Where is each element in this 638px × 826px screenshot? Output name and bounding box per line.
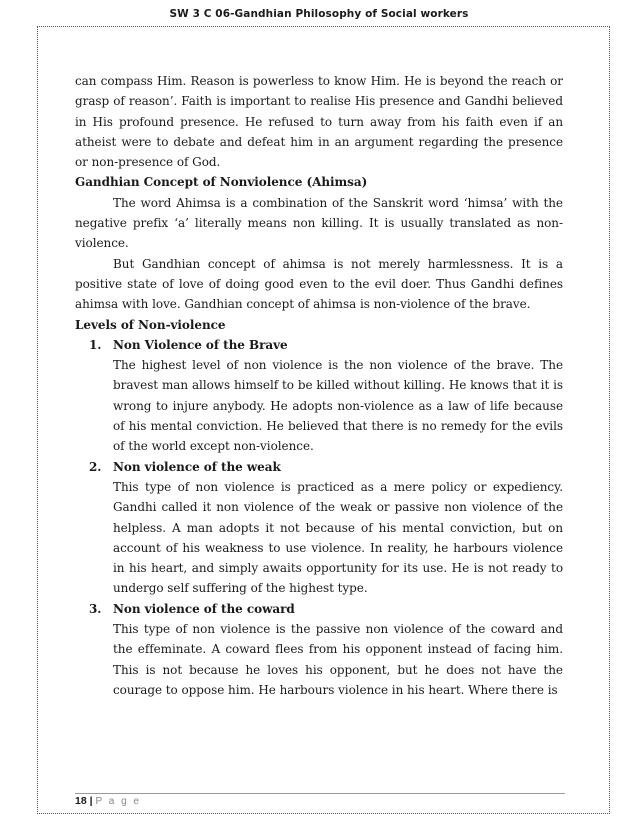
list-title-text: Non violence of the weak <box>113 459 281 474</box>
levels-heading: Levels of Non-violence <box>75 317 226 332</box>
footer-separator: | <box>89 795 93 807</box>
list-item <box>89 457 563 599</box>
list-item <box>89 599 563 700</box>
list-number: 3. <box>89 601 102 616</box>
page-content <box>75 71 563 700</box>
list-item-title <box>89 457 563 477</box>
list-number: 2. <box>89 459 102 474</box>
list-item-text: This type of non violence is practiced as a mere policy or expediency. Gandhi called it non violence of the weak or passive non violence of the helpless. A man adopts it not because of his mental conviction, but on account of his weakness to use violence. In reality, he harbours violence in his heart, and simply awaits opportunity for its use. He is not ready to undergo self suffering of the highest type. <box>113 479 563 596</box>
list-title-text: Non violence of the coward <box>113 601 295 616</box>
list-item-text: The highest level of non violence is the non violence of the brave. The bravest man allows himself to be killed without killing. He knows that it is wrong to injure anybody. He adopts non-violence as a law of life because of his mental conviction. He believed that there is no remedy for the evils of the world except non-violence. <box>113 358 563 454</box>
page-number: 18 <box>75 795 87 807</box>
list-title-text: Non Violence of the Brave <box>113 337 288 352</box>
running-header: SW 3 C 06-Gandhian Philosophy of Social workers <box>169 8 469 20</box>
list-item-title <box>89 599 563 619</box>
list-item-title <box>89 335 563 355</box>
section-heading: Gandhian Concept of Nonviolence (Ahimsa) <box>75 175 368 190</box>
page-label: P a g e <box>95 796 141 807</box>
paragraph: The word Ahimsa is a combination of the Sanskrit word ‘himsa’ with the negative prefix ‘a’ literally means non killing. It is usually translated as non-violence. <box>75 195 563 251</box>
list-number: 1. <box>89 337 102 352</box>
list-item-text: This type of non violence is the passive non violence of the coward and the effeminate. A coward flees from his opponent instead of facing him. This is not because he loves his opponent, but he does not have the courage to oppose him. He harbours violence in his heart. Where there is <box>113 622 563 697</box>
list-item <box>89 335 563 457</box>
page-footer <box>75 793 565 807</box>
paragraph: But Gandhian concept of ahimsa is not merely harmlessness. It is a positive state of love of doing good even to the evil doer. Thus Gandhi defines ahimsa with love. Gandhian concept of ahimsa is non-violence of the brave. <box>75 256 563 312</box>
intro-paragraph: can compass Him. Reason is powerless to know Him. He is beyond the reach or grasp of reason’. Faith is important to realise His presence and Gandhi believed in His profound presence. He refused to turn away from his faith even if an atheist were to debate and defeat him in an argument regarding the presence or non-presence of God. <box>75 74 563 170</box>
